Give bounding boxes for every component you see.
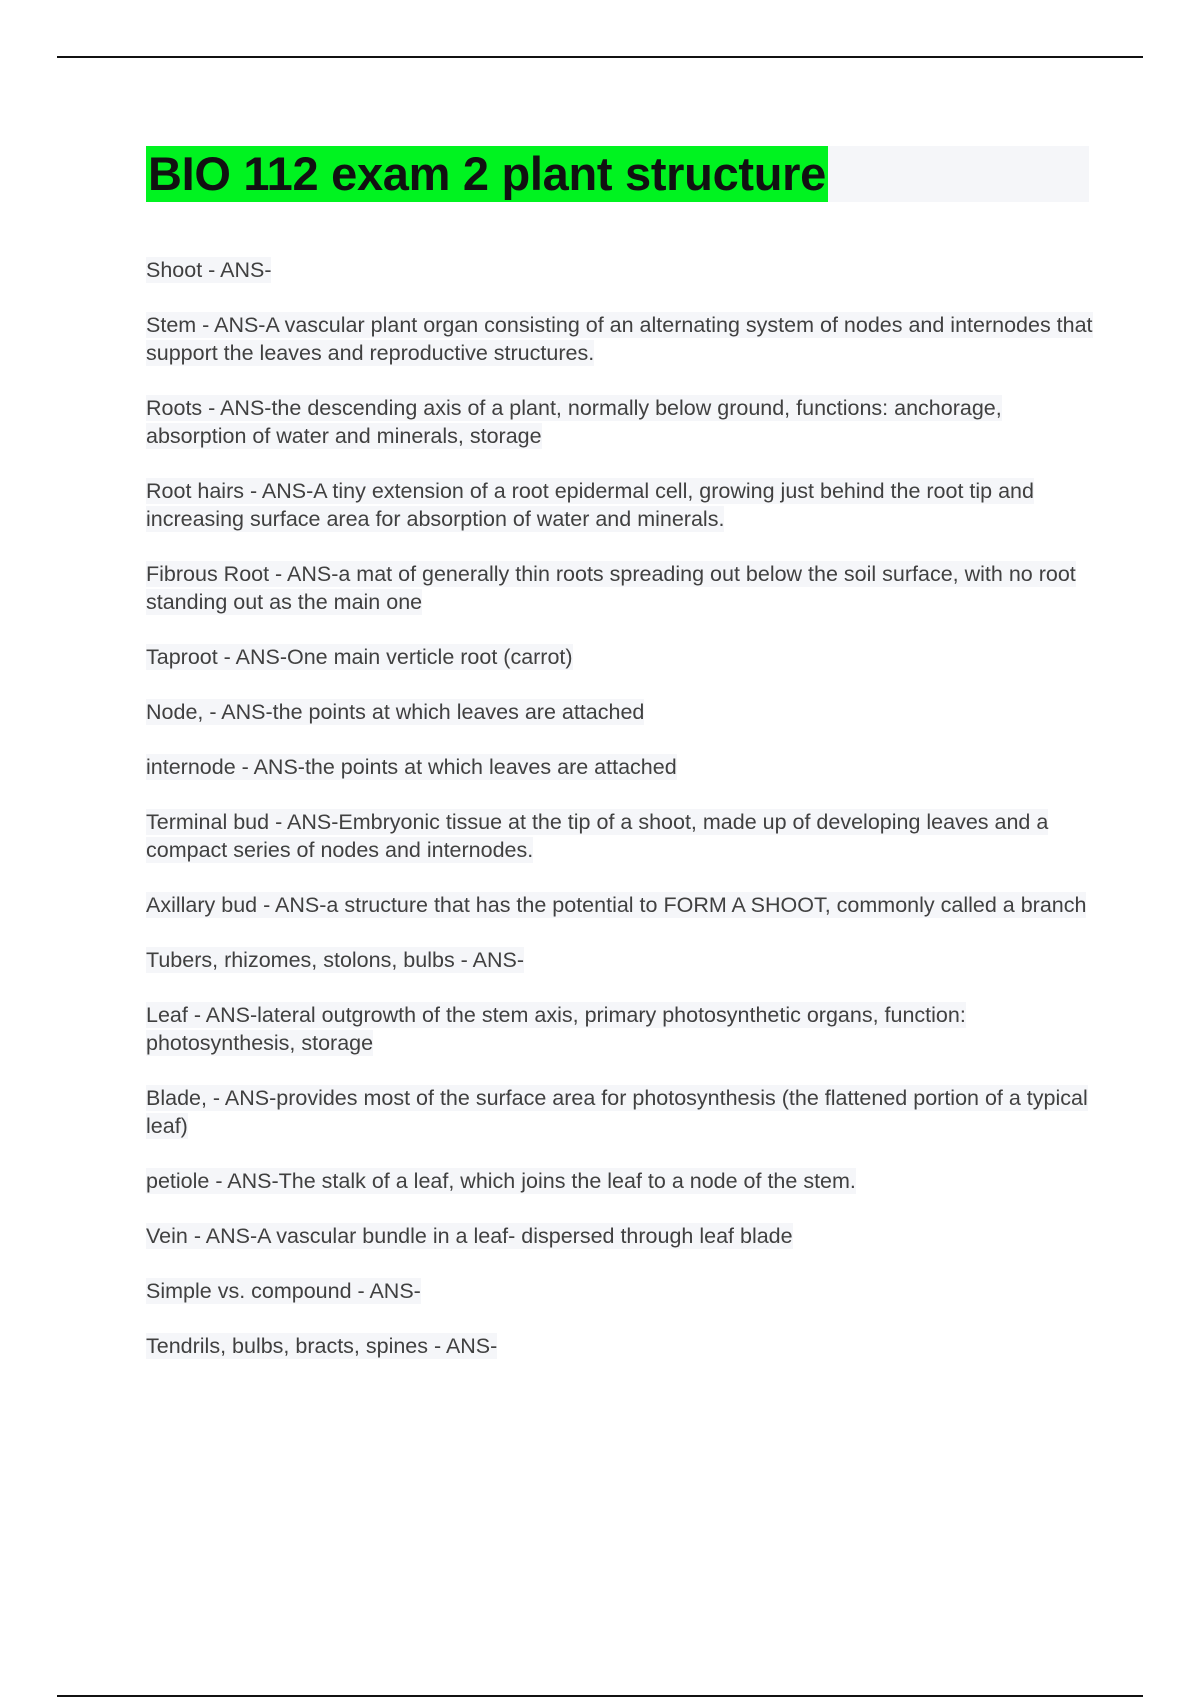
entry-fibrous-root bbox=[146, 560, 1096, 616]
document-title: BIO 112 exam 2 plant structure bbox=[148, 147, 827, 200]
entry-text: Leaf - ANS-lateral outgrowth of the stem axis, primary photosynthetic organs, function: photosynthesis, storage bbox=[146, 1003, 966, 1055]
entry-simple-vs-compound bbox=[146, 1277, 1096, 1305]
entry-root-hairs bbox=[146, 477, 1096, 533]
entry-stem bbox=[146, 311, 1096, 367]
entry-internode bbox=[146, 753, 1096, 781]
entry-list bbox=[146, 256, 1096, 1387]
entry-text: Node, - ANS-the points at which leaves are attached bbox=[146, 700, 645, 724]
entry-text: Shoot - ANS- bbox=[146, 258, 272, 282]
entry-tendrils bbox=[146, 1332, 1096, 1360]
entry-text: Tendrils, bulbs, bracts, spines - ANS- bbox=[146, 1334, 498, 1358]
entry-text: Axillary bud - ANS-a structure that has the potential to FORM A SHOOT, commonly called a branch bbox=[146, 893, 1087, 917]
entry-text: internode - ANS-the points at which leaves are attached bbox=[146, 755, 677, 779]
entry-petiole bbox=[146, 1167, 1096, 1195]
entry-text: Terminal bud - ANS-Embryonic tissue at the tip of a shoot, made up of developing leaves and a compact series of nodes and internodes. bbox=[146, 810, 1049, 862]
entry-text: Simple vs. compound - ANS- bbox=[146, 1279, 421, 1303]
entry-vein bbox=[146, 1222, 1096, 1250]
entry-shoot bbox=[146, 256, 1096, 284]
entry-terminal-bud bbox=[146, 808, 1096, 864]
entry-text: Taproot - ANS-One main verticle root (carrot) bbox=[146, 645, 573, 669]
entry-node bbox=[146, 698, 1096, 726]
entry-text: Stem - ANS-A vascular plant organ consisting of an alternating system of nodes and internodes that support the leaves and reproductive structures. bbox=[146, 313, 1093, 365]
top-rule bbox=[57, 56, 1143, 58]
entry-text: Vein - ANS-A vascular bundle in a leaf- dispersed through leaf blade bbox=[146, 1224, 793, 1248]
entry-taproot bbox=[146, 643, 1096, 671]
entry-text: Fibrous Root - ANS-a mat of generally thin roots spreading out below the soil surface, with no root standing out as the main one bbox=[146, 562, 1076, 614]
bottom-rule bbox=[57, 1695, 1143, 1697]
entry-text: Root hairs - ANS-A tiny extension of a root epidermal cell, growing just behind the root tip and increasing surface area for absorption of water and minerals. bbox=[146, 479, 1034, 531]
entry-roots bbox=[146, 394, 1096, 450]
entry-tubers bbox=[146, 946, 1096, 974]
entry-text: petiole - ANS-The stalk of a leaf, which joins the leaf to a node of the stem. bbox=[146, 1169, 856, 1193]
entry-blade bbox=[146, 1084, 1096, 1140]
entry-text: Roots - ANS-the descending axis of a plant, normally below ground, functions: anchorage, absorption of water and minerals, storage bbox=[146, 396, 1002, 448]
entry-leaf bbox=[146, 1001, 1096, 1057]
entry-text: Blade, - ANS-provides most of the surface area for photosynthesis (the flattened portion of a typical leaf) bbox=[146, 1086, 1088, 1138]
entry-axillary-bud bbox=[146, 891, 1096, 919]
entry-text: Tubers, rhizomes, stolons, bulbs - ANS- bbox=[146, 948, 524, 972]
